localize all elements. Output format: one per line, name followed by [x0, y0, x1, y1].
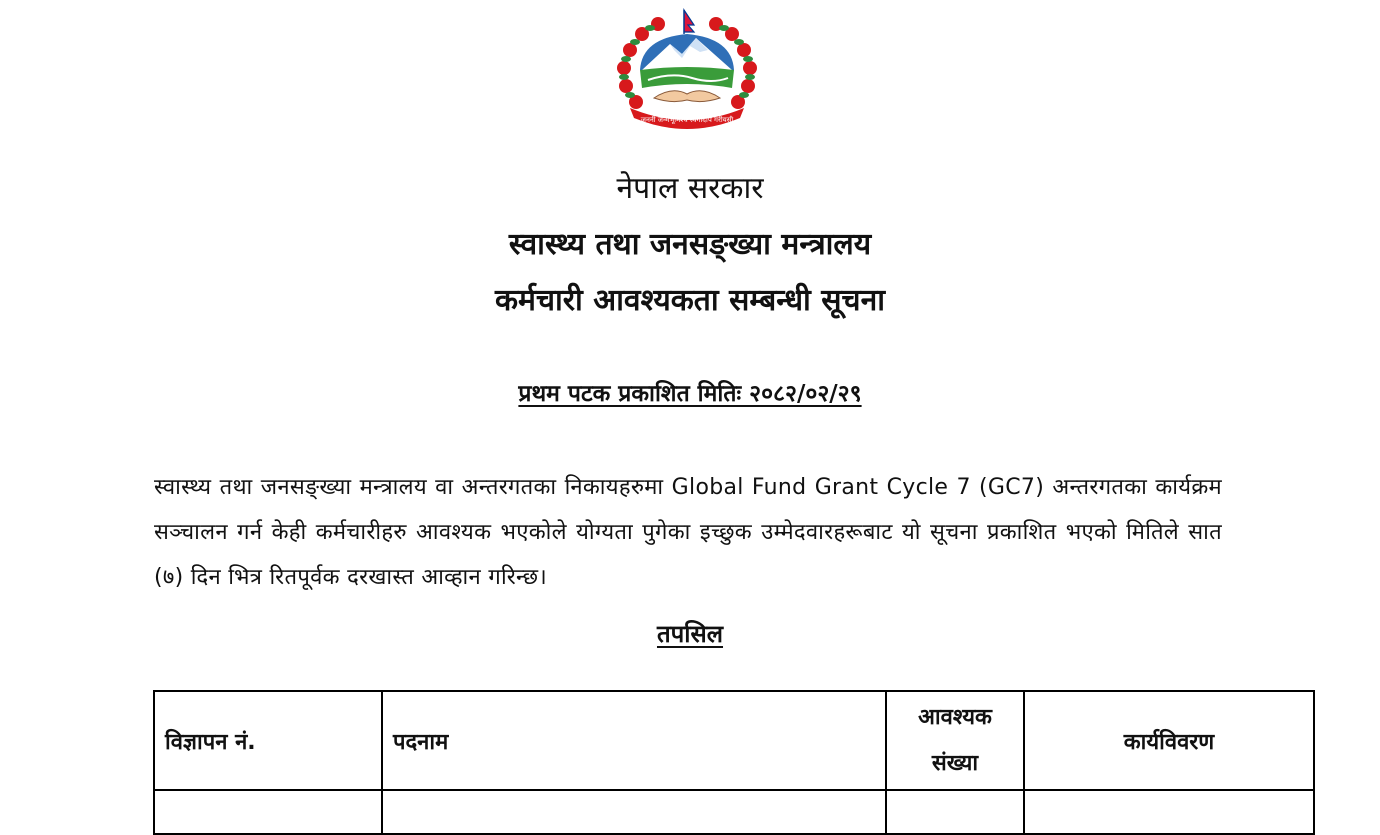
table-row — [154, 790, 1314, 834]
emblem-motto: जननी जन्मभूमिश्च स्वर्गादपि गरीयसी — [640, 116, 734, 124]
motto-ribbon-icon — [630, 108, 744, 129]
mountain-icon — [640, 34, 734, 88]
table-cell — [154, 790, 382, 834]
header-required-count-line1: आवश्यक — [918, 704, 992, 730]
notice-title: कर्मचारी आवश्यकता सम्बन्धी सूचना — [494, 283, 885, 318]
handshake-icon — [654, 91, 720, 102]
table-cell — [382, 790, 886, 834]
header-required-count-line2: संख्या — [931, 750, 979, 776]
ministry-title: स्वास्थ्य तथा जनसङ्ख्या मन्त्रालय — [508, 227, 872, 262]
table-cell — [1024, 790, 1314, 834]
header-job-description: कार्यविवरण — [1024, 691, 1314, 790]
header-ad-no: विज्ञापन नं. — [154, 691, 382, 790]
schedule-heading: तपसिल — [656, 620, 724, 648]
header-required-count — [886, 691, 1024, 790]
table-header-row — [154, 691, 1314, 790]
vacancy-table — [153, 690, 1315, 835]
table-cell — [886, 790, 1024, 834]
notice-paragraph: स्वास्थ्य तथा जनसङ्ख्या मन्त्रालय वा अन्तरगतका निकायहरुमा Global Fund Grant Cycle 7 (GC7) अन्तरगतका कार्यक्रम सञ्चालन गर्न केही कर्मचारीहरु आवश्यक भएकोले योग्यता पुगेका इच्छुक उम्मेदवारहरूबाट यो सूचना प्रकाशित भएको मितिले सात (७) दिन भित्र रितपूर्वक दरखास्त आव्हान गरिन्छ। — [154, 475, 1222, 590]
published-date: प्रथम पटक प्रकाशित मितिः २०८२/०२/२९ — [518, 381, 862, 407]
flag-icon — [684, 10, 694, 34]
government-title: नेपाल सरकार — [616, 171, 764, 206]
nepal-emblem — [612, 8, 762, 134]
header-post: पदनाम — [382, 691, 886, 790]
